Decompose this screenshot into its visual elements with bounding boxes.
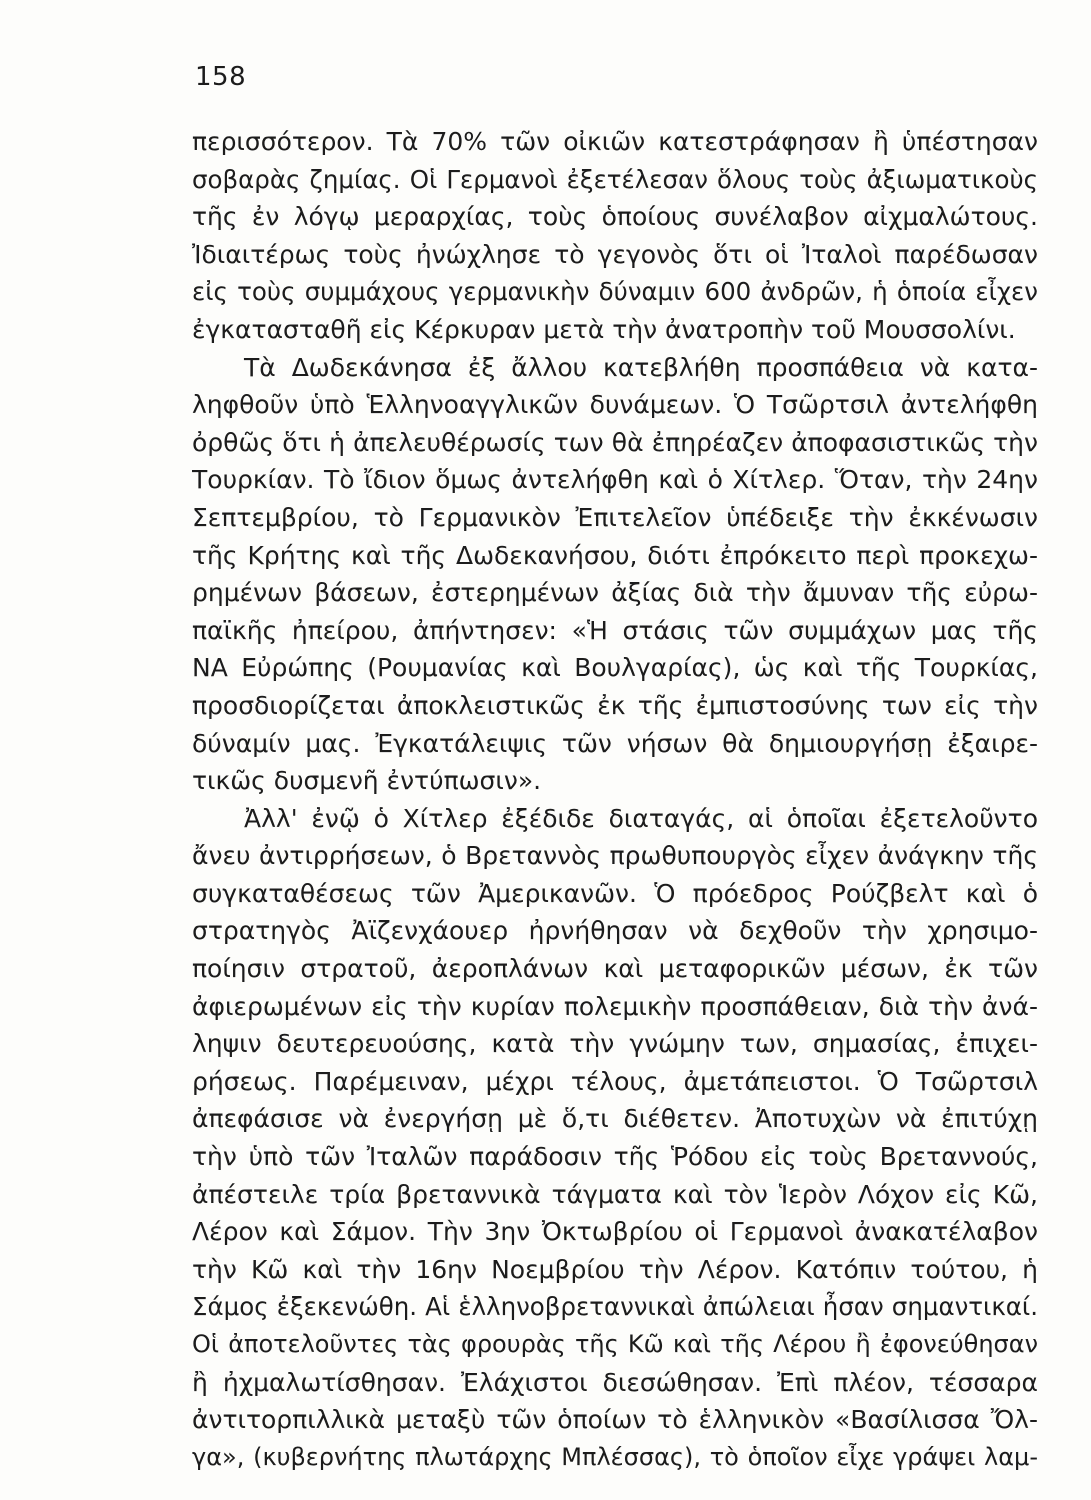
text-line: ρήσεως. Παρέμειναν, μέχρι τέλους, ἀμετάπειστοι. Ὁ Τσῶρτσιλ [192, 1066, 1038, 1096]
text-line: ἀπεφάσισε νὰ ἐνεργήσῃ μὲ ὅ,τι διέθετεν. Ἀποτυχὼν νὰ ἐπιτύχῃ [192, 1104, 1038, 1134]
text-line: παϊκῆς ἠπείρου, ἀπήντησεν: «Ἡ στάσις τῶν συμμάχων μας τῆς [192, 615, 1038, 645]
text-line: ὀρθῶς ὅτι ἡ ἀπελευθέρωσίς των θὰ ἐπηρέαζεν ἀποφασιστικῶς τὴν [192, 427, 1038, 457]
text-line: τικῶς δυσμενῆ ἐντύπωσιν». [192, 766, 542, 796]
text-line: τῆς Κρήτης καὶ τῆς Δωδεκανήσου, διότι ἐπρόκειτο περὶ προκεχω- [192, 540, 1038, 570]
text-line: σοβαρὰς ζημίας. Οἱ Γερμανοὶ ἐξετέλεσαν ὅλους τοὺς ἀξιωματικοὺς [192, 164, 1038, 194]
body-text [192, 123, 1038, 1476]
text-line: συγκαταθέσεως τῶν Ἀμερικανῶν. Ὁ πρόεδρος Ρούζβελτ καὶ ὁ [192, 878, 1038, 908]
text-line: Ἰδιαιτέρως τοὺς ἠνώχλησε τὸ γεγονὸς ὅτι οἱ Ἰταλοὶ παρέδωσαν [192, 239, 1038, 269]
text-line: τῆς ἐν λόγῳ μεραρχίας, τοὺς ὁποίους συνέλαβον αἰχμαλώτους. [192, 202, 1038, 232]
text-line: Σεπτεμβρίου, τὸ Γερμανικὸν Ἐπιτελεῖον ὑπέδειξε τὴν ἐκκένωσιν [192, 502, 1038, 532]
text-line: Σάμος ἐξεκενώθη. Αἱ ἑλληνοβρεταννικαὶ ἀπώλειαι ἦσαν σημαντικαί. [192, 1292, 1038, 1322]
text-line: τὴν Κῶ καὶ τὴν 16ην Νοεμβρίου τὴν Λέρον. Κατόπιν τούτου, ἡ [192, 1254, 1038, 1284]
text-line: προσδιορίζεται ἀποκλειστικῶς ἐκ τῆς ἐμπιστοσύνης των εἰς τὴν [192, 690, 1038, 720]
text-line: Οἱ ἀποτελοῦντες τὰς φρουρὰς τῆς Κῶ καὶ τῆς Λέρου ἢ ἐφονεύθησαν [192, 1330, 1038, 1358]
text-line: Τὰ Δωδεκάνησα ἐξ ἄλλου κατεβλήθη προσπάθεια νὰ κατα- [244, 352, 1038, 382]
text-line: στρατηγὸς Ἀϊζενχάουερ ἠρνήθησαν νὰ δεχθοῦν τὴν χρησιμο- [192, 916, 1038, 946]
text-line: Ἀλλ' ἐνῷ ὁ Χίτλερ ἐξέδιδε διαταγάς, αἱ ὁποῖαι ἐξετελοῦντο [244, 803, 1038, 833]
text-line: ἀντιτορπιλλικὰ μεταξὺ τῶν ὁποίων τὸ ἑλληνικὸν «Βασίλισσα Ὄλ- [192, 1405, 1038, 1435]
text-line: ληφθοῦν ὑπὸ Ἑλληνοαγγλικῶν δυνάμεων. Ὁ Τσῶρτσιλ ἀντελήφθη [192, 390, 1038, 420]
text-line: ἐγκατασταθῆ εἰς Κέρκυραν μετὰ τὴν ἀνατροπὴν τοῦ Μουσσολίνι. [192, 314, 1016, 344]
text-line: ΝΑ Εὐρώπης (Ρουμανίας καὶ Βουλγαρίας), ὡς καὶ τῆς Τουρκίας, [192, 653, 1038, 683]
text-line: ληψιν δευτερευούσης, κατὰ τὴν γνώμην των, σημασίας, ἐπιχει- [192, 1029, 1038, 1059]
text-line: εἰς τοὺς συμμάχους γερμανικὴν δύναμιν 600 ἀνδρῶν, ἡ ὁποία εἶχεν [192, 277, 1038, 307]
text-line: γα», (κυβερνήτης πλωτάρχης Μπλέσσας), τὸ ὁποῖον εἶχε γράψει λαμ- [192, 1442, 1038, 1471]
page-number: 158 [195, 62, 247, 92]
text-line: ποίησιν στρατοῦ, ἀεροπλάνων καὶ μεταφορικῶν μέσων, ἐκ τῶν [192, 954, 1038, 984]
text-line: δύναμίν μας. Ἐγκατάλειψις τῶν νήσων θὰ δημιουργήσῃ ἐξαιρε- [192, 728, 1038, 758]
text-line: ἀφιερωμένων εἰς τὴν κυρίαν πολεμικὴν προσπάθειαν, διὰ τὴν ἀνά- [192, 991, 1038, 1021]
text-line: ρημένων βάσεων, ἐστερημένων ἀξίας διὰ τὴν ἄμυναν τῆς εὐρω- [192, 578, 1038, 608]
text-line: τὴν ὑπὸ τῶν Ἰταλῶν παράδοσιν τῆς Ῥόδου εἰς τοὺς Βρεταννούς, [192, 1142, 1038, 1172]
text-line: ἢ ἠχμαλωτίσθησαν. Ἐλάχιστοι διεσώθησαν. Ἐπὶ πλέον, τέσσαρα [192, 1367, 1038, 1397]
text-line: Λέρον καὶ Σάμον. Τὴν 3ην Ὀκτωβρίου οἱ Γερμανοὶ ἀνακατέλαβον [192, 1217, 1038, 1247]
text-line: περισσότερον. Τὰ 70% τῶν οἰκιῶν κατεστράφησαν ἢ ὑπέστησαν [192, 127, 1038, 156]
text-line: Τουρκίαν. Τὸ ἴδιον ὅμως ἀντελήφθη καὶ ὁ Χίτλερ. Ὅταν, τὴν 24ην [192, 465, 1038, 495]
text-line: ἄνευ ἀντιρρήσεων, ὁ Βρεταννὸς πρωθυπουργὸς εἶχεν ἀνάγκην τῆς [192, 841, 1038, 871]
text-line: ἀπέστειλε τρία βρεταννικὰ τάγματα καὶ τὸν Ἱερὸν Λόχον εἰς Κῶ, [192, 1179, 1038, 1209]
